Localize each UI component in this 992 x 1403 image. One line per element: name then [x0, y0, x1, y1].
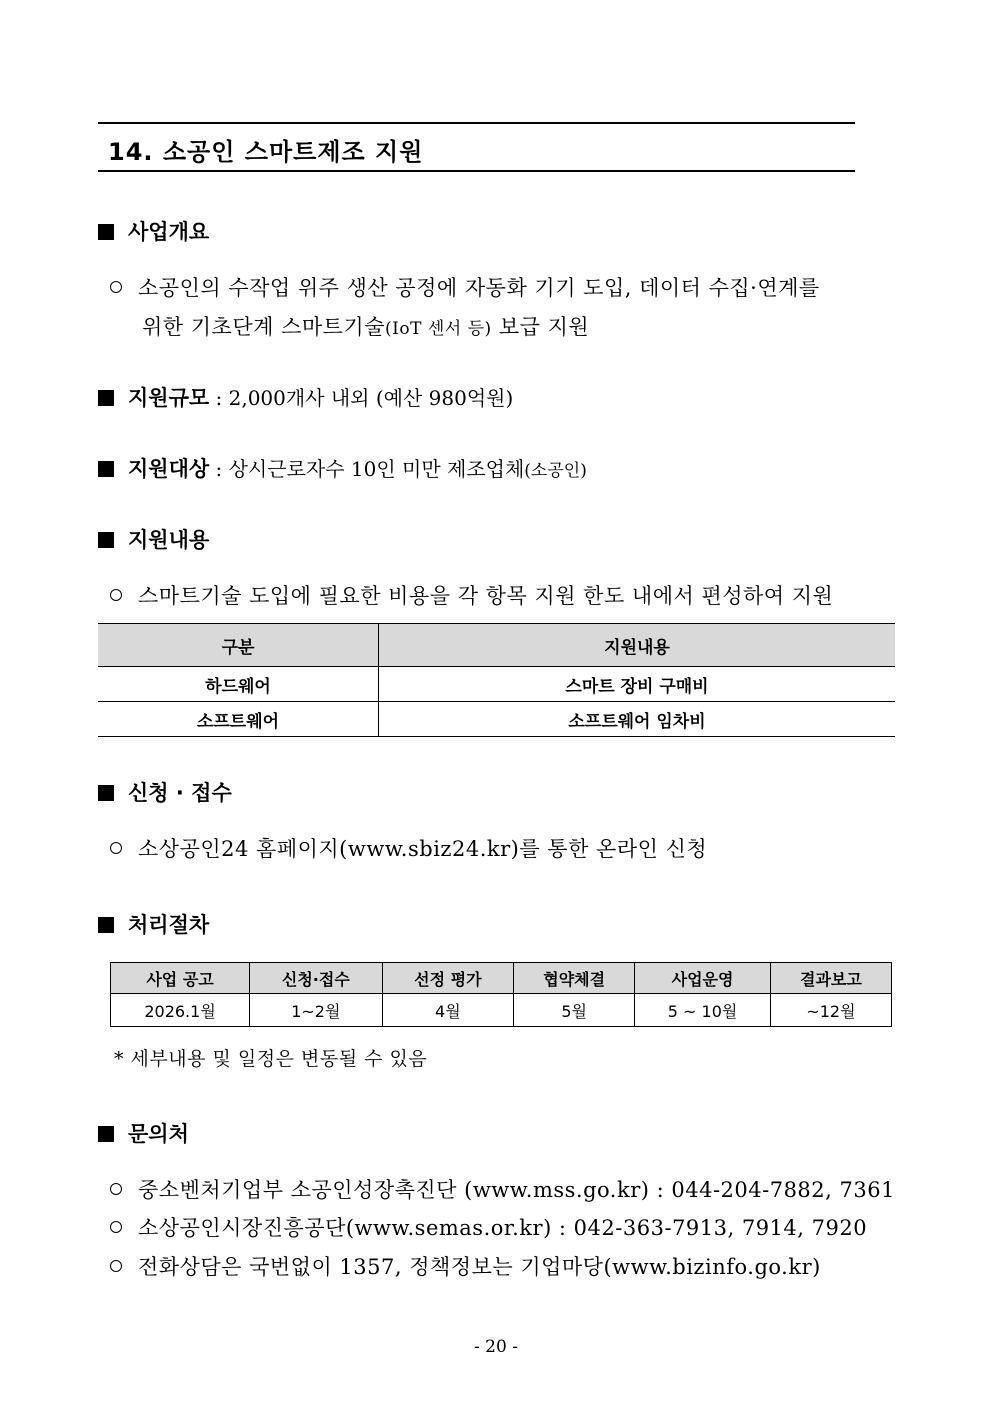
table-header-row [98, 624, 895, 667]
overview-line-2 [142, 311, 589, 341]
contact-line-1 [110, 1174, 895, 1204]
square-bullet-icon [98, 461, 114, 477]
scale-heading: 지원규모 [128, 386, 210, 410]
contact-line-3 [110, 1251, 821, 1281]
contact-heading-label: 문의처 [128, 1122, 189, 1146]
table-header-category: 구분 [98, 624, 379, 667]
contact-heading [98, 1118, 189, 1148]
table-header-content: 지원내용 [379, 624, 896, 667]
process-step-header: 신청·접수 [250, 963, 382, 994]
scale-row [98, 382, 513, 412]
overview-text-1: 소공인의 수작업 위주 생산 공정에 자동화 기기 도입, 데이터 수집·연계를 [138, 276, 820, 300]
process-step-header: 사업운영 [635, 963, 771, 994]
table-cell: 소프트웨어 임차비 [379, 702, 896, 737]
target-row [98, 453, 587, 483]
table-cell: 스마트 장비 구매비 [379, 667, 896, 702]
process-step-header: 결과보고 [770, 963, 891, 994]
target-value: : 상시근로자수 10인 미만 제조업체 [209, 457, 525, 481]
process-heading [98, 909, 209, 939]
circle-bullet-icon [110, 842, 122, 854]
table-row [98, 702, 895, 737]
table-cell: 소프트웨어 [98, 702, 379, 737]
circle-bullet-icon [110, 1221, 122, 1233]
overview-heading-label: 사업개요 [128, 220, 210, 244]
table-row [98, 667, 895, 702]
process-step-header: 사업 공고 [111, 963, 250, 994]
content-line [110, 580, 833, 610]
overview-heading [98, 216, 209, 246]
apply-heading-label: 신청 · 접수 [128, 781, 232, 805]
scale-value: : 2,000개사 내외 (예산 980억원) [209, 386, 514, 410]
contact-text-2: 소상공인시장진흥공단(www.semas.or.kr) : 042-363-7913, 7914, 7920 [138, 1216, 868, 1240]
overview-line-1 [110, 272, 820, 302]
square-bullet-icon [98, 390, 114, 406]
square-bullet-icon [98, 532, 114, 548]
contact-line-2 [110, 1212, 867, 1242]
apply-line [110, 833, 707, 863]
overview-text-2: 위한 기초단계 스마트기술 [142, 315, 385, 339]
content-heading [98, 524, 209, 554]
circle-bullet-icon [110, 1183, 122, 1195]
table-cell: 하드웨어 [98, 667, 379, 702]
square-bullet-icon [98, 1126, 114, 1142]
apply-text: 소상공인24 홈페이지(www.sbiz24.kr)를 통한 온라인 신청 [138, 837, 708, 861]
page-number: - 20 - [474, 1337, 518, 1357]
square-bullet-icon [98, 224, 114, 240]
process-step-header: 협약체결 [514, 963, 635, 994]
target-heading: 지원대상 [128, 457, 210, 481]
process-step-date: 5 ~ 10월 [635, 994, 771, 1027]
contact-text-3: 전화상담은 국번없이 1357, 정책정보는 기업마당(www.bizinfo.go.kr) [138, 1255, 821, 1279]
process-step-date: 4월 [382, 994, 514, 1027]
process-table [110, 962, 892, 1027]
section-title-box [98, 122, 855, 172]
table-header-row [111, 963, 892, 994]
overview-text-2-post: 보급 지원 [491, 315, 590, 339]
circle-bullet-icon [110, 589, 122, 601]
contact-text-1: 중소벤처기업부 소공인성장촉진단 (www.mss.go.kr) : 044-204-7882, 7361 [138, 1178, 895, 1202]
target-value-small: (소공인) [524, 461, 587, 481]
circle-bullet-icon [110, 281, 122, 293]
content-heading-label: 지원내용 [128, 528, 210, 552]
support-table [98, 623, 895, 737]
circle-bullet-icon [110, 1260, 122, 1272]
process-step-header: 선정 평가 [382, 963, 514, 994]
process-heading-label: 처리절차 [128, 913, 210, 937]
overview-text-2-small: (IoT 센서 등) [385, 319, 492, 339]
process-step-date: 1~2월 [250, 994, 382, 1027]
table-row [111, 994, 892, 1027]
square-bullet-icon [98, 785, 114, 801]
process-step-date: 2026.1월 [111, 994, 250, 1027]
content-text: 스마트기술 도입에 필요한 비용을 각 항목 지원 한도 내에서 편성하여 지원 [138, 584, 834, 608]
process-step-date: ~12월 [770, 994, 891, 1027]
apply-heading [98, 777, 232, 807]
page-title: 14. 소공인 스마트제조 지원 [108, 138, 424, 166]
process-note: * 세부내용 및 일정은 변동될 수 있음 [114, 1048, 428, 1070]
square-bullet-icon [98, 917, 114, 933]
process-step-date: 5월 [514, 994, 635, 1027]
